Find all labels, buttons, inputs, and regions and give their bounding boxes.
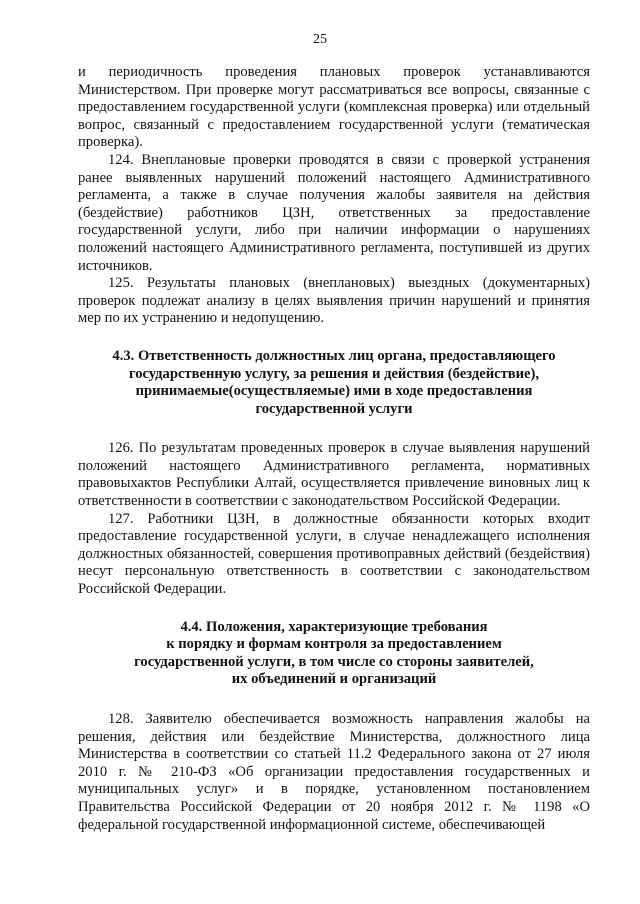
heading-line: к порядку и формам контроля за предоставлением — [166, 636, 502, 653]
heading-line: государственной услуги, в том числе со стороны заявителей, — [134, 653, 534, 670]
section-4-3-heading — [78, 348, 590, 418]
heading-line: государственной услуги — [255, 400, 413, 417]
heading-line: 4.4. Положения, характеризующие требования — [180, 618, 488, 635]
page-number: 25 — [313, 32, 327, 47]
document-body — [78, 64, 590, 834]
heading-line: 4.3. Ответственность должностных лиц органа, предоставляющего — [112, 347, 556, 364]
paragraph-126: 126. По результатам проведенных проверок в случае выявления нарушений положений настоящего Административного регламента, нормативных правовыхактов Республики Алтай, осуществляется привлечение виновных лиц к ответственности в соответствии с законодательством Российской Федерации. — [78, 440, 590, 510]
paragraph-127: 127. Работники ЦЗН, в должностные обязанности которых входит предоставление государственной услуги, в случае ненадлежащего исполнения должностных обязанностей, совершения противоправных действий (бездействия) несут персональную ответственность в соответствии с законодательством Российской Федерации. — [78, 510, 590, 598]
paragraph-continuation: и периодичность проведения плановых проверок устанавливаются Министерством. При проверке могут рассматриваться все вопросы, связанные с предоставлением государственной услуги (комплексная проверка) или отдельный вопрос, связанный с предоставлением государственной услуги (тематическая проверка). — [78, 64, 590, 151]
paragraph-124: 124. Внеплановые проверки проводятся в связи с проверкой устранения ранее выявленных нарушений положений настоящего Административного регламента, а также в случае получения жалобы заявителя на действия (бездействие) работников ЦЗН, ответственных за предоставление государственной услуги, либо при наличии информации о нарушениях положений настоящего Административного регламента, поступившей из других источников. — [78, 151, 590, 274]
heading-line: государственную услугу, за решения и действия (бездействие), — [128, 365, 540, 382]
heading-line: их объединений и организаций — [231, 671, 437, 688]
heading-line: принимаемые(осуществляемые) ими в ходе предоставления — [135, 383, 533, 400]
paragraph-125: 125. Результаты плановых (внеплановых) выездных (документарных) проверок подлежат анализу в целях выявления причин нарушений и принятия мер по их устранению и недопущению. — [78, 275, 590, 327]
paragraph-128: 128. Заявителю обеспечивается возможность направления жалобы на решения, действия или бездействие Министерства, должностного лица Министерства в соответствии со статьей 11.2 Федерального закона от 27 июля 2010 г. № 210-ФЗ «Об организации предоставления государственных и муниципальных услуг» и в порядке, установленном постановлением Правительства Российской Федерации от 20 ноября 2012 г. № 1198 «О федеральной государственной информационной системе, обеспечивающей — [78, 711, 590, 833]
section-4-4-heading — [78, 619, 590, 689]
